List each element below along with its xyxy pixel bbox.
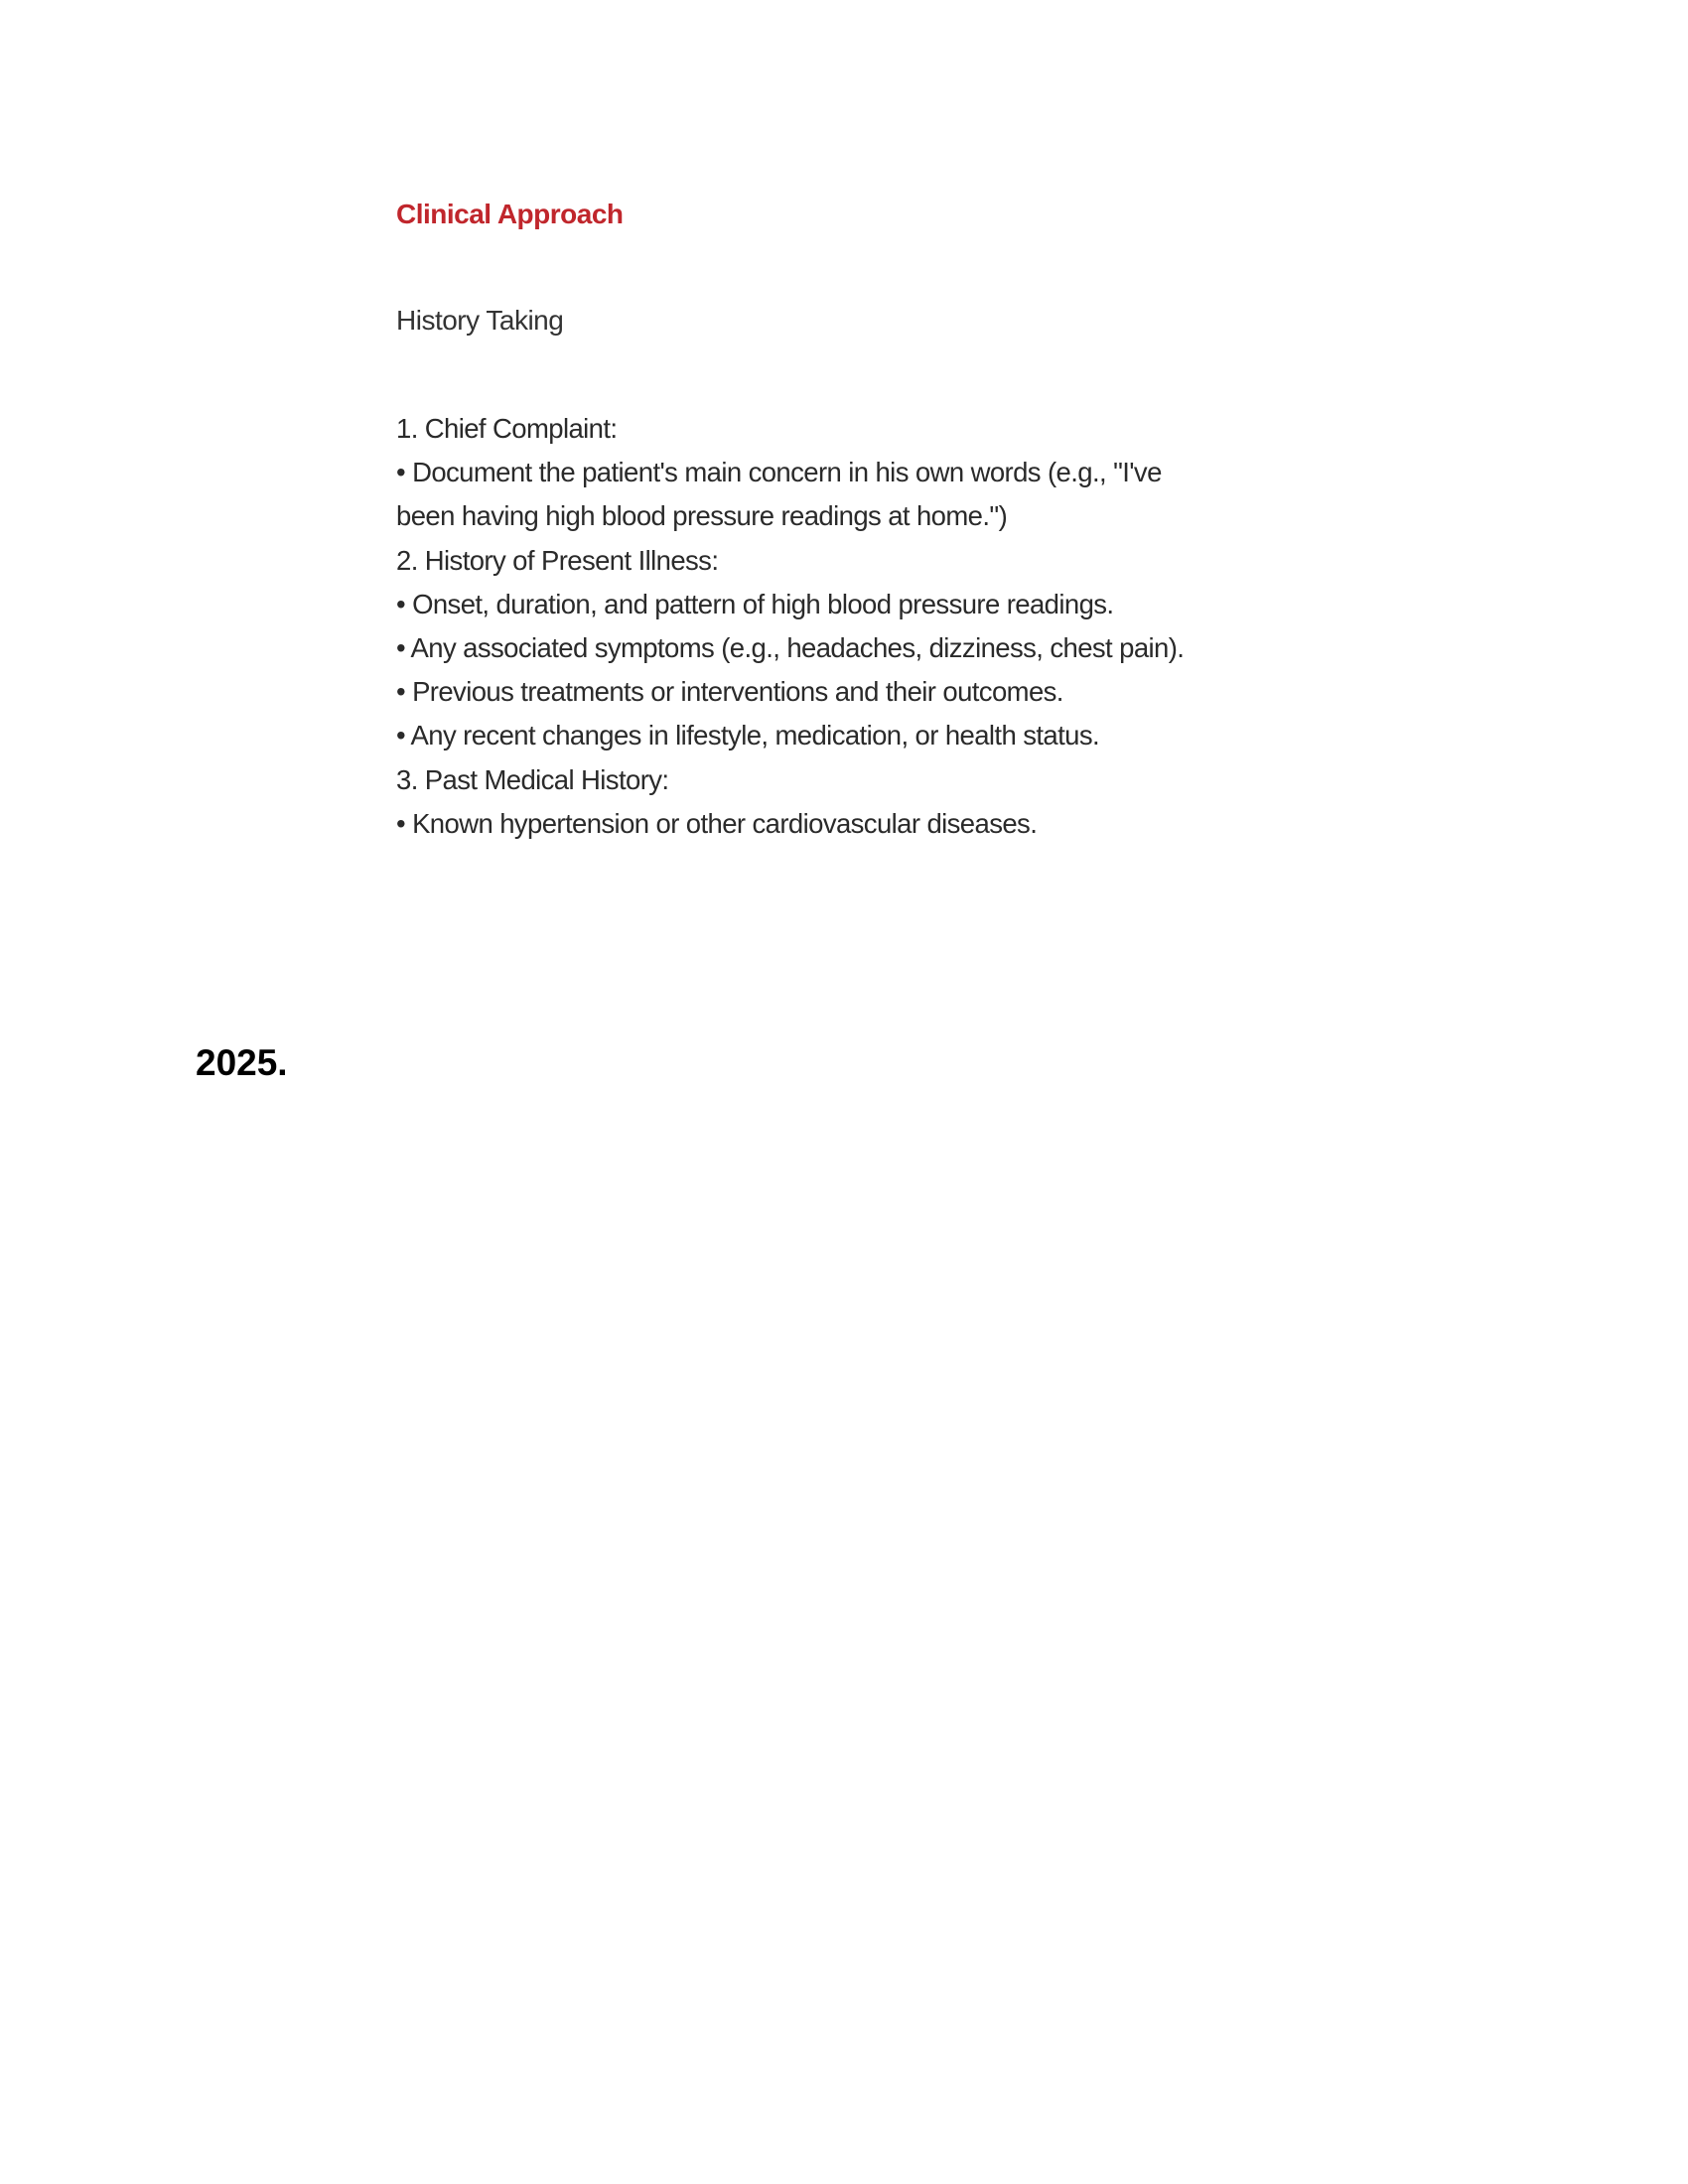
list-line: • Any recent changes in lifestyle, medication, or health status. — [396, 720, 1100, 751]
history-list — [396, 407, 1184, 846]
list-line: 1. Chief Complaint: — [396, 413, 618, 444]
section-subtitle: History Taking — [396, 305, 564, 336]
list-line: been having high blood pressure readings at home.") — [396, 500, 1008, 532]
list-line: • Known hypertension or other cardiovascular diseases. — [396, 807, 1038, 839]
section-title: Clinical Approach — [396, 199, 624, 229]
list-line: • Onset, duration, and pattern of high blood pressure readings. — [396, 588, 1114, 619]
list-line: • Document the patient's main concern in his own words (e.g., "I've — [396, 457, 1162, 488]
year-text: 2025. — [196, 1042, 288, 1083]
list-line: • Previous treatments or interventions and their outcomes. — [396, 676, 1063, 708]
list-line: • Any associated symptoms (e.g., headaches, dizziness, chest pain). — [396, 632, 1185, 664]
embedded-document-image — [387, 189, 1321, 844]
list-line: 2. History of Present Illness: — [396, 544, 719, 576]
list-line: 3. Past Medical History: — [396, 763, 669, 795]
